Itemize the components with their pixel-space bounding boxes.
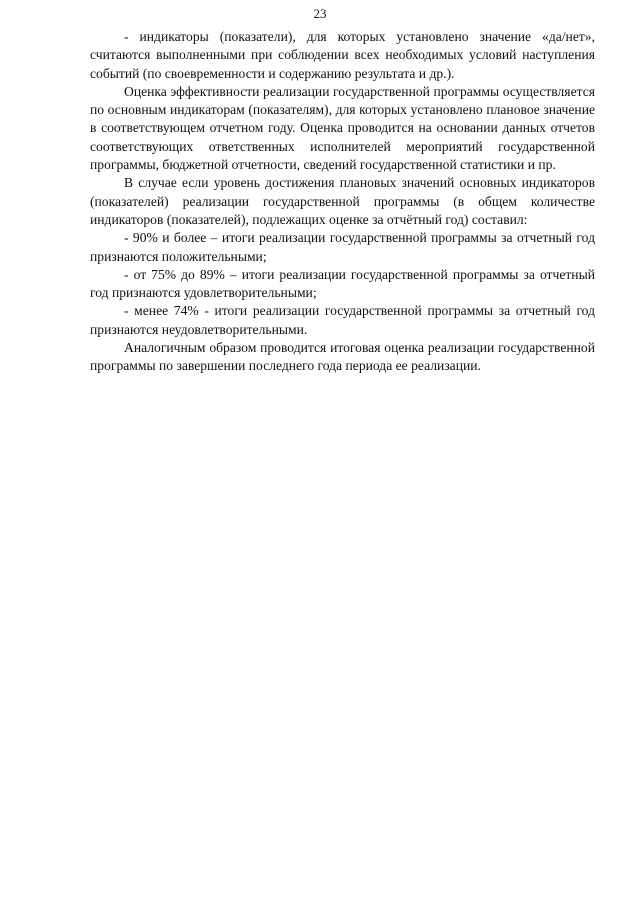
paragraph-indicators-yes-no: - индикаторы (показатели), для которых установлено значение «да/нет», считаются выполненными при соблюдении всех необходимых условий наступления событий (по своевременности и содержанию результата и др.). [90, 29, 595, 81]
list-item-satisfactory: - от 75% до 89% – итоги реализации государственной программы за отчетный год признаются удовлетворительными; [90, 266, 595, 301]
paragraph-final-assessment: Аналогичным образом проводится итоговая оценка реализации государственной программы по завершении последнего года периода ее реализации. [90, 340, 595, 374]
list-item-unsatisfactory: - менее 74% - итоги реализации государственной программы за отчетный год признаются неудовлетворительными. [90, 303, 595, 337]
paragraph-efficiency-assessment: Оценка эффективности реализации государственной программы осуществляется по основным индикаторам (показателям), для которых установлено плановое значение в соответствующем отчетном году. Оценка проводится на основании данных отчетов соответствующих ответственных исполнителей мероприятий государственной программы, бюджетной отчетности, сведений государственной статистики и пр. [90, 83, 595, 173]
page-number: 23 [313, 6, 327, 21]
document-body [90, 28, 595, 376]
list-item-positive: - 90% и более – итоги реализации государственной программы за отчетный год признаются положительными; [90, 230, 595, 264]
paragraph-achievement-level: В случае если уровень достижения плановых значений основных индикаторов (показателей) реализации государственной программы (в общем количестве индикаторов (показателей), подлежащих оценке за отчётный год) составил: [90, 175, 595, 227]
